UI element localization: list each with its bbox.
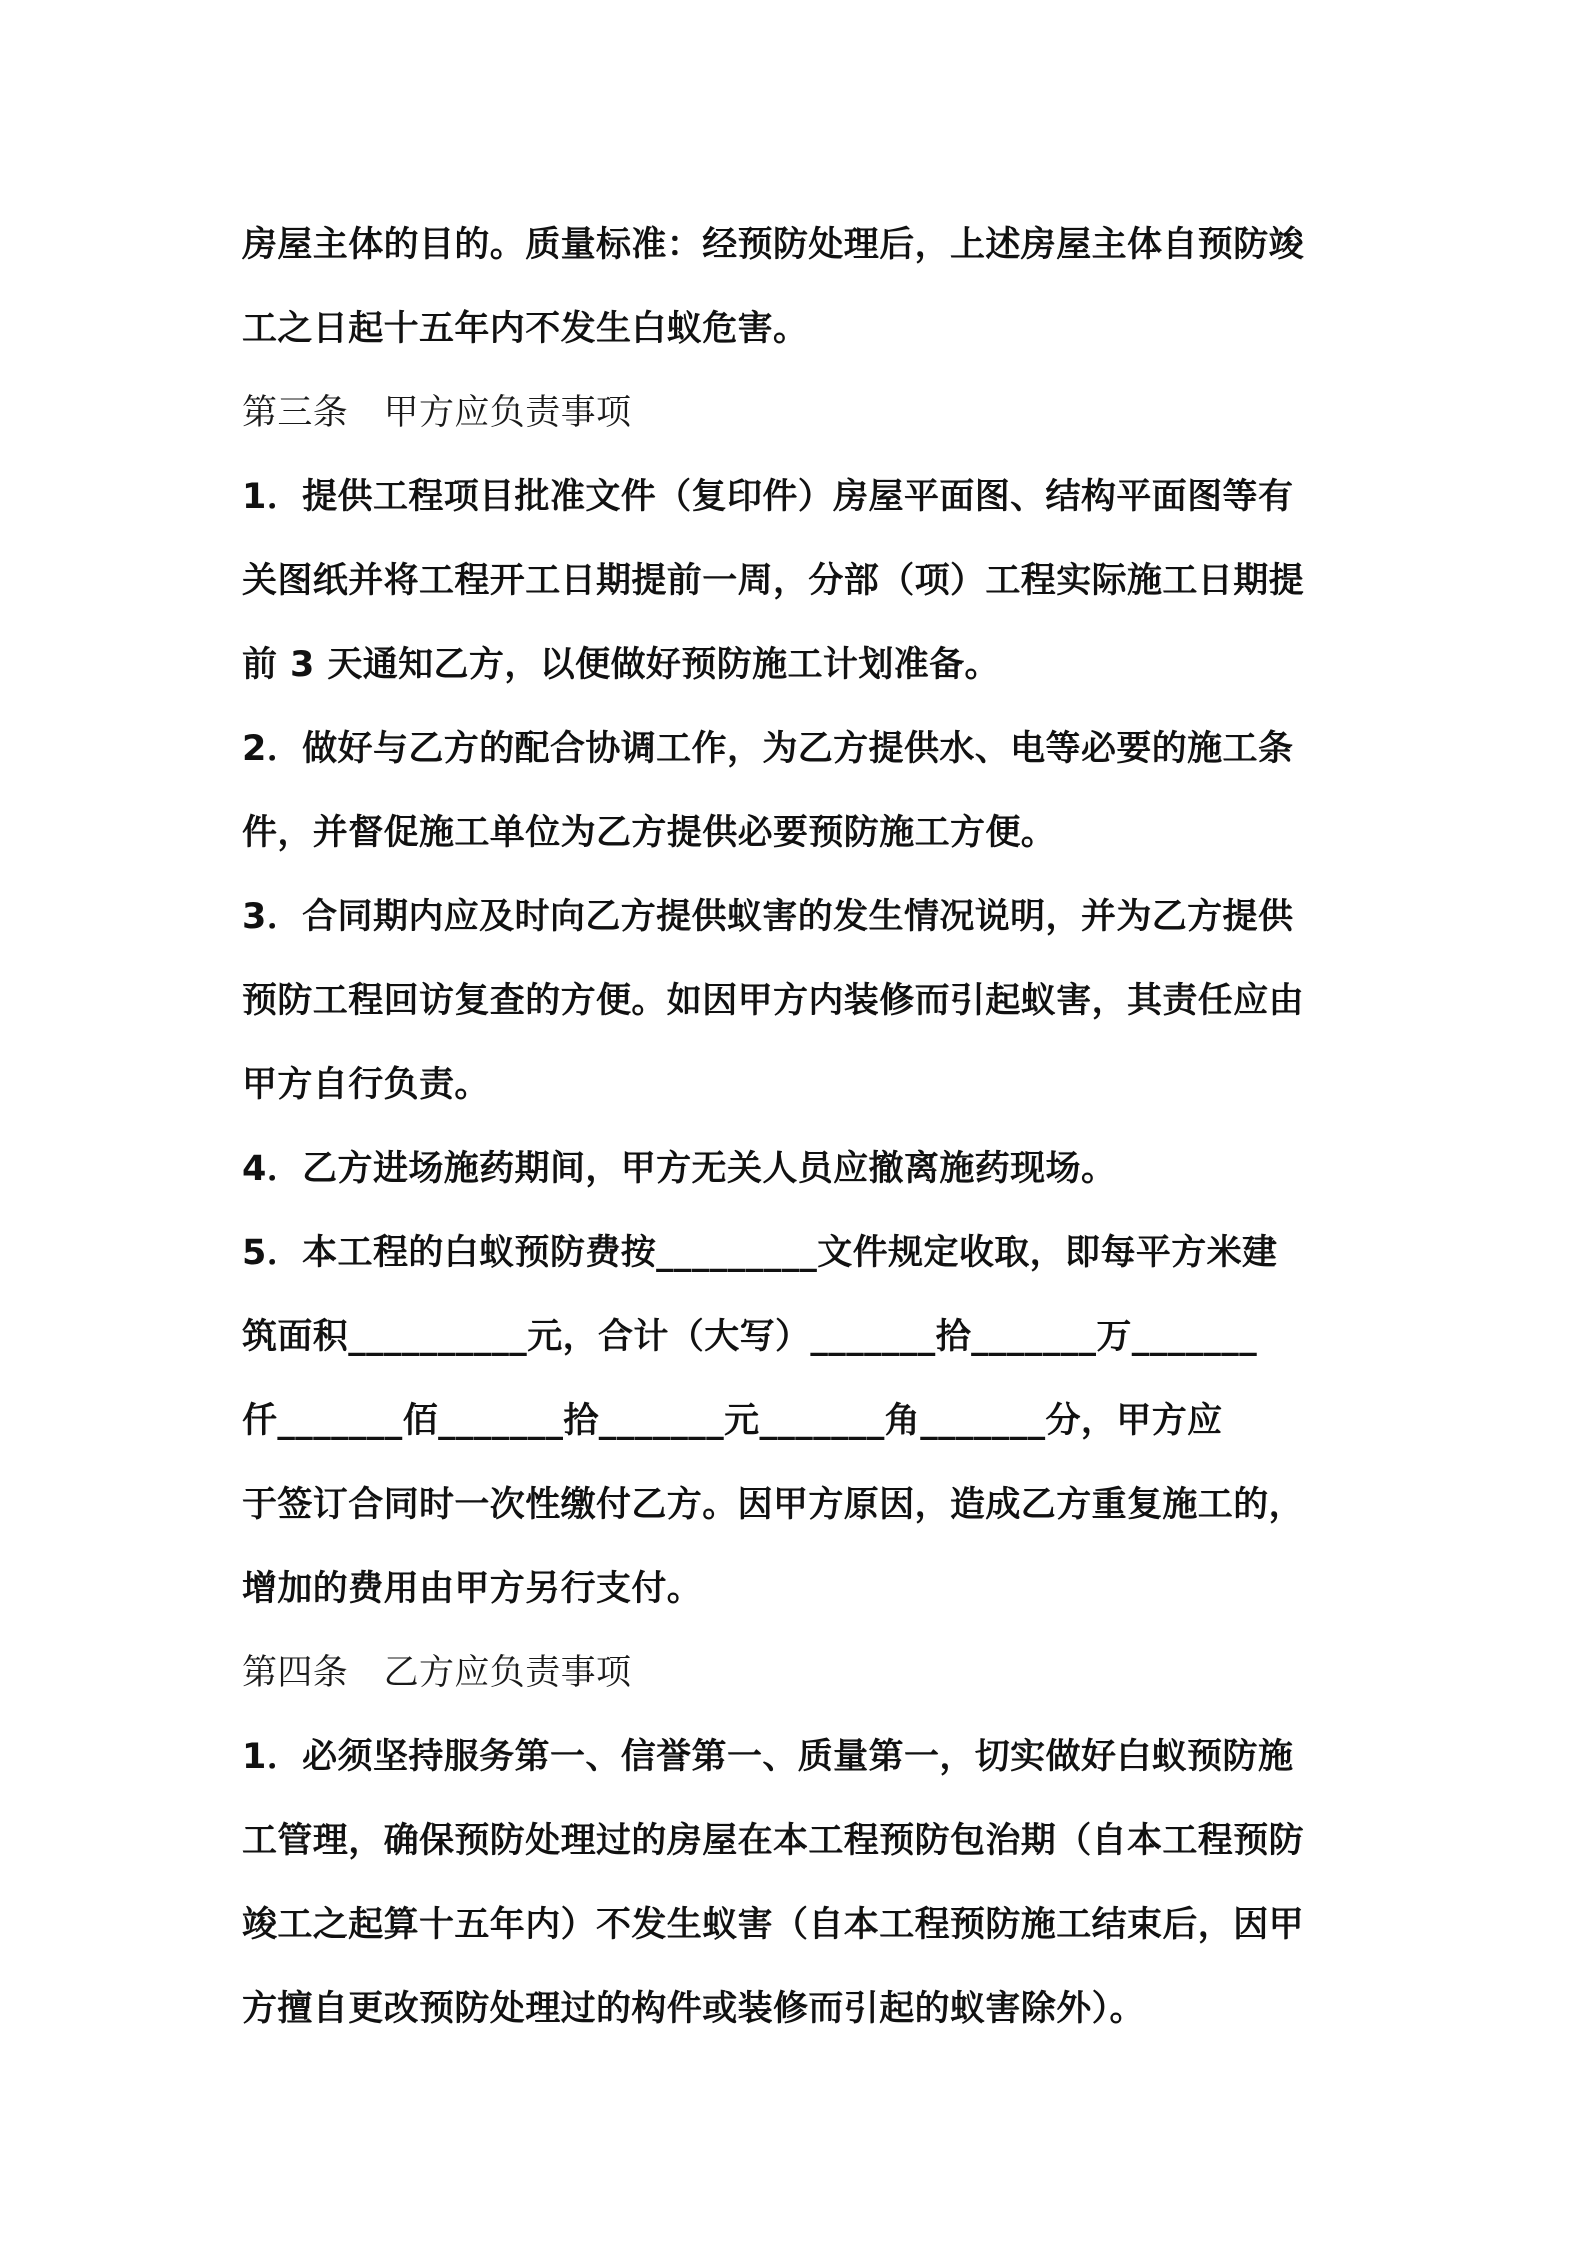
- text-line: 竣工之起算十五年内）不发生蚁害（自本工程预防施工结束后，因甲: [242, 1905, 1305, 1945]
- text-line: 预防工程回访复查的方便。如因甲方内装修而引起蚁害，其责任应由: [242, 981, 1305, 1021]
- text-line: 1．提供工程项目批准文件（复印件）房屋平面图、结构平面图等有: [242, 477, 1294, 517]
- section-heading: 第四条 乙方应负责事项: [242, 1653, 632, 1693]
- text-line: 前 3 天通知乙方，以便做好预防施工计划准备。: [242, 645, 1000, 685]
- text-line: 3．合同期内应及时向乙方提供蚁害的发生情况说明，并为乙方提供: [242, 897, 1294, 937]
- text-line: 关图纸并将工程开工日期提前一周，分部（项）工程实际施工日期提: [242, 561, 1305, 601]
- text-line: 工之日起十五年内不发生白蚁危害。: [242, 309, 809, 349]
- text-line: 方擅自更改预防处理过的构件或装修而引起的蚁害除外）。: [242, 1989, 1145, 2029]
- text-line: 房屋主体的目的。质量标准：经预防处理后，上述房屋主体自预防竣: [242, 225, 1305, 265]
- text-line: 1．必须坚持服务第一、信誉第一、质量第一，切实做好白蚁预防施: [242, 1737, 1294, 1777]
- text-line: 2．做好与乙方的配合协调工作，为乙方提供水、电等必要的施工条: [242, 729, 1294, 769]
- text-line: 筑面积__________元，合计（大写）_______拾_______万_______: [242, 1317, 1258, 1357]
- text-line: 件，并督促施工单位为乙方提供必要预防施工方便。: [242, 813, 1057, 853]
- text-line: 4．乙方进场施药期间，甲方无关人员应撤离施药现场。: [242, 1149, 1117, 1189]
- document-body: [242, 203, 1357, 2051]
- text-line: 于签订合同时一次性缴付乙方。因甲方原因，造成乙方重复施工的，: [242, 1485, 1305, 1525]
- section-heading: 第三条 甲方应负责事项: [242, 393, 632, 433]
- text-line: 工管理，确保预防处理过的房屋在本工程预防包治期（自本工程预防: [242, 1821, 1305, 1861]
- text-line: 甲方自行负责。: [242, 1065, 490, 1105]
- text-line: 增加的费用由甲方另行支付。: [242, 1569, 703, 1609]
- text-line: 仟_______佰_______拾_______元_______角_______分，甲方应: [242, 1401, 1223, 1441]
- text-line: 5．本工程的白蚁预防费按_________文件规定收取，即每平方米建: [242, 1233, 1278, 1273]
